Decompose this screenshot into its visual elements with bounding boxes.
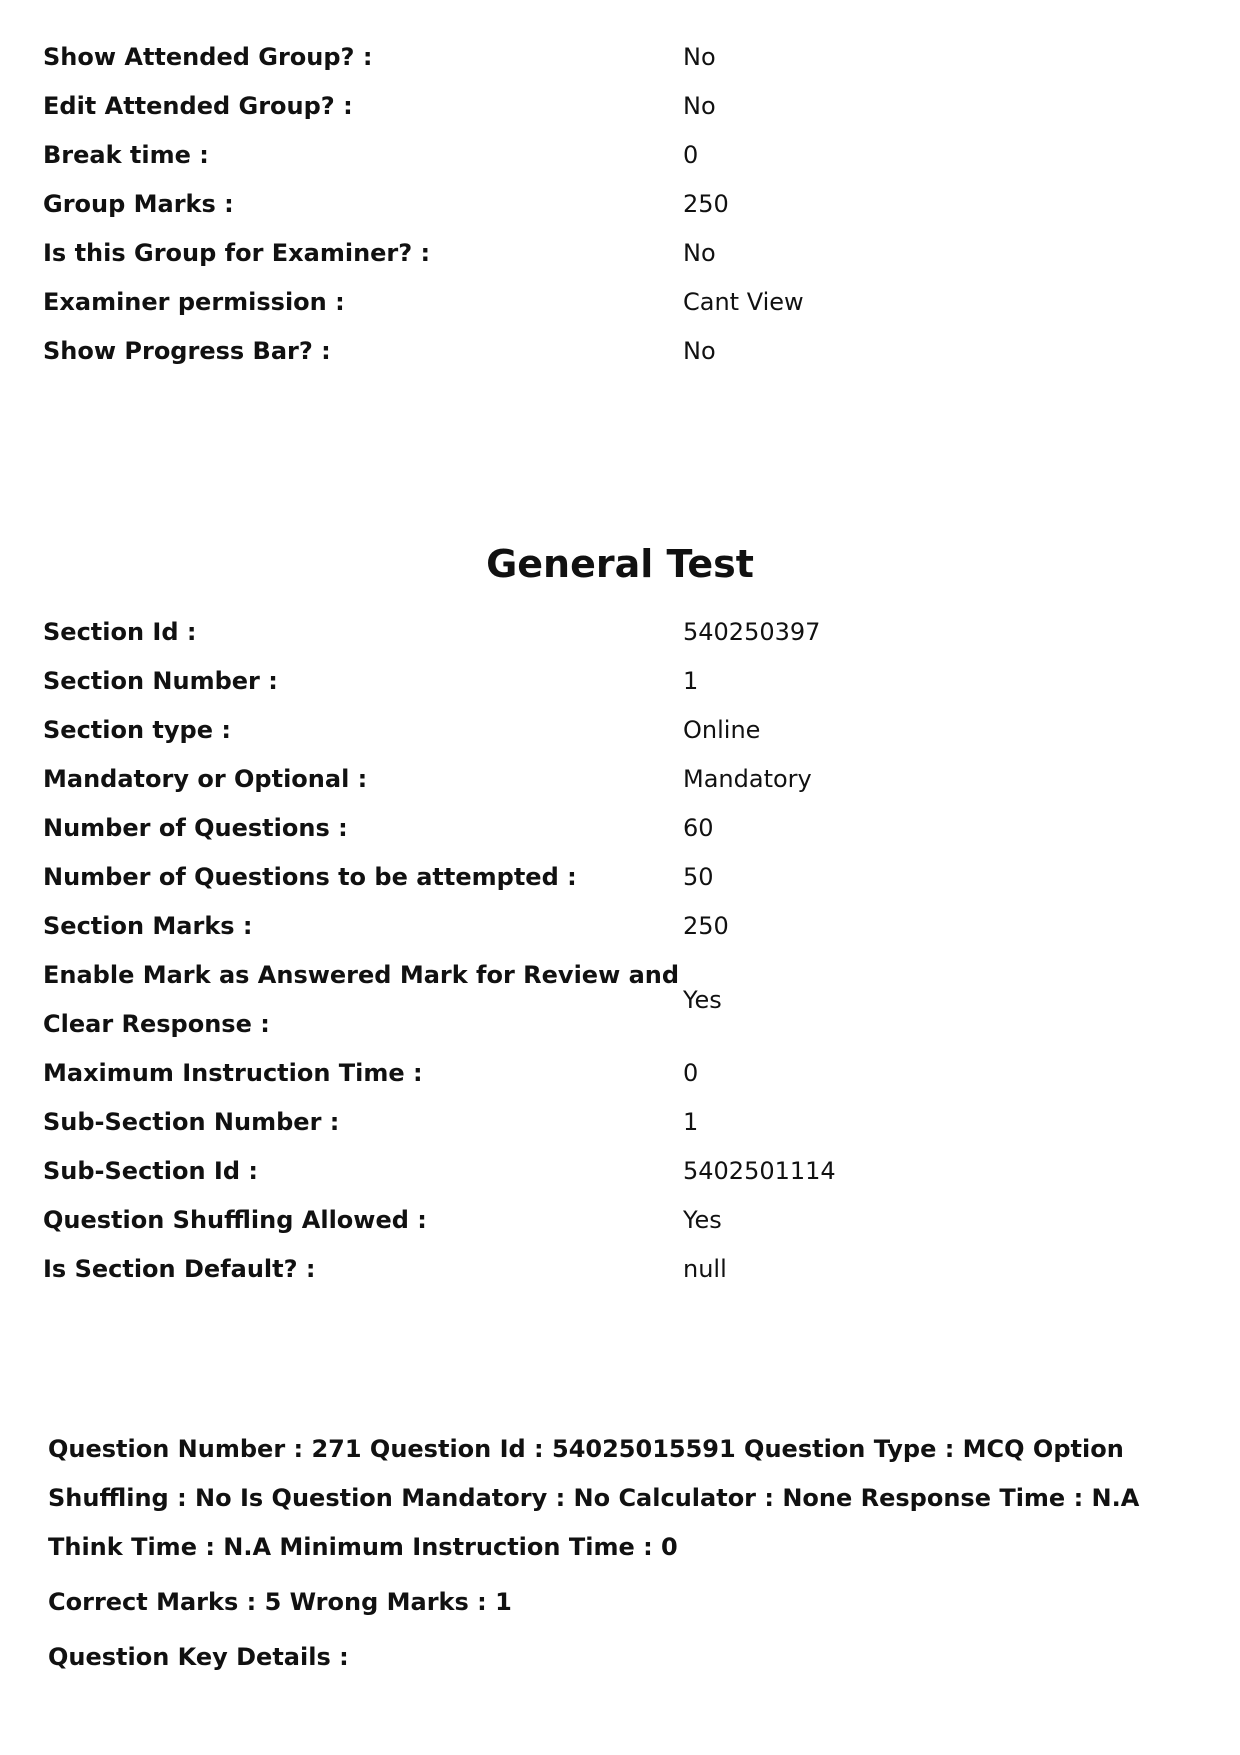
field-value: 60 bbox=[683, 814, 714, 842]
field-label: Number of Questions : bbox=[43, 814, 348, 842]
group-row bbox=[43, 33, 1193, 82]
question-key-details-label: Question Key Details : bbox=[48, 1643, 349, 1671]
section-title: General Test bbox=[486, 542, 754, 586]
field-label: Question Shuffling Allowed : bbox=[43, 1206, 427, 1234]
field-value: 540250397 bbox=[683, 618, 821, 646]
field-value: null bbox=[683, 1255, 727, 1283]
section-row bbox=[43, 657, 1193, 706]
field-value: Yes bbox=[683, 985, 722, 1014]
field-value: No bbox=[683, 43, 716, 71]
section-row bbox=[43, 951, 1193, 1049]
field-value: 1 bbox=[683, 667, 699, 695]
field-value: Mandatory bbox=[683, 765, 812, 793]
field-label: Sub-Section Id : bbox=[43, 1157, 258, 1185]
section-row bbox=[43, 608, 1193, 657]
section-details-table bbox=[43, 608, 1193, 1294]
field-value: Cant View bbox=[683, 288, 804, 316]
field-value: 50 bbox=[683, 863, 714, 891]
field-label: Maximum Instruction Time : bbox=[43, 1059, 423, 1087]
field-label: Examiner permission : bbox=[43, 288, 345, 316]
field-label: Group Marks : bbox=[43, 190, 234, 218]
section-row bbox=[43, 755, 1193, 804]
field-label: Is this Group for Examiner? : bbox=[43, 239, 431, 267]
field-label: Edit Attended Group? : bbox=[43, 92, 353, 120]
field-value: 0 bbox=[683, 1059, 699, 1087]
group-row bbox=[43, 82, 1193, 131]
section-row bbox=[43, 1049, 1193, 1098]
group-row bbox=[43, 278, 1193, 327]
field-value: 5402501114 bbox=[683, 1157, 836, 1185]
section-row bbox=[43, 1098, 1193, 1147]
field-value: 1 bbox=[683, 1108, 699, 1136]
group-details-table bbox=[43, 33, 1193, 376]
section-row bbox=[43, 902, 1193, 951]
field-label: Section Number : bbox=[43, 667, 278, 695]
field-label: Section Id : bbox=[43, 618, 197, 646]
field-label: Number of Questions to be attempted : bbox=[43, 863, 577, 891]
question-details bbox=[48, 1425, 1198, 1682]
question-marks-text: Correct Marks : 5 Wrong Marks : 1 bbox=[48, 1588, 512, 1616]
field-label: Enable Mark as Answered Mark for Review and Clear Response : bbox=[43, 961, 680, 1038]
field-label: Sub-Section Number : bbox=[43, 1108, 340, 1136]
field-value: No bbox=[683, 92, 716, 120]
field-label: Show Attended Group? : bbox=[43, 43, 373, 71]
group-row bbox=[43, 180, 1193, 229]
section-row bbox=[43, 1245, 1193, 1294]
field-value: 250 bbox=[683, 912, 729, 940]
field-label: Is Section Default? : bbox=[43, 1255, 316, 1283]
section-row bbox=[43, 1147, 1193, 1196]
field-label: Section type : bbox=[43, 716, 231, 744]
field-value: No bbox=[683, 337, 716, 365]
field-value: 0 bbox=[683, 141, 699, 169]
field-label: Section Marks : bbox=[43, 912, 253, 940]
question-meta-text: Question Number : 271 Question Id : 54025015591 Question Type : MCQ Option Shuffling : No Is Question Mandatory : No Calculator : None Response Time : N.A Think Time : N.A Minimum Instruction Time : 0 bbox=[48, 1435, 1140, 1561]
field-label: Show Progress Bar? : bbox=[43, 337, 331, 365]
field-value: Online bbox=[683, 716, 761, 744]
field-label: Mandatory or Optional : bbox=[43, 765, 368, 793]
field-label: Break time : bbox=[43, 141, 209, 169]
section-row bbox=[43, 853, 1193, 902]
section-row bbox=[43, 706, 1193, 755]
group-row bbox=[43, 131, 1193, 180]
section-row bbox=[43, 804, 1193, 853]
section-row bbox=[43, 1196, 1193, 1245]
field-value: Yes bbox=[683, 1206, 722, 1234]
group-row bbox=[43, 229, 1193, 278]
group-row bbox=[43, 327, 1193, 376]
field-value: No bbox=[683, 239, 716, 267]
field-value: 250 bbox=[683, 190, 729, 218]
